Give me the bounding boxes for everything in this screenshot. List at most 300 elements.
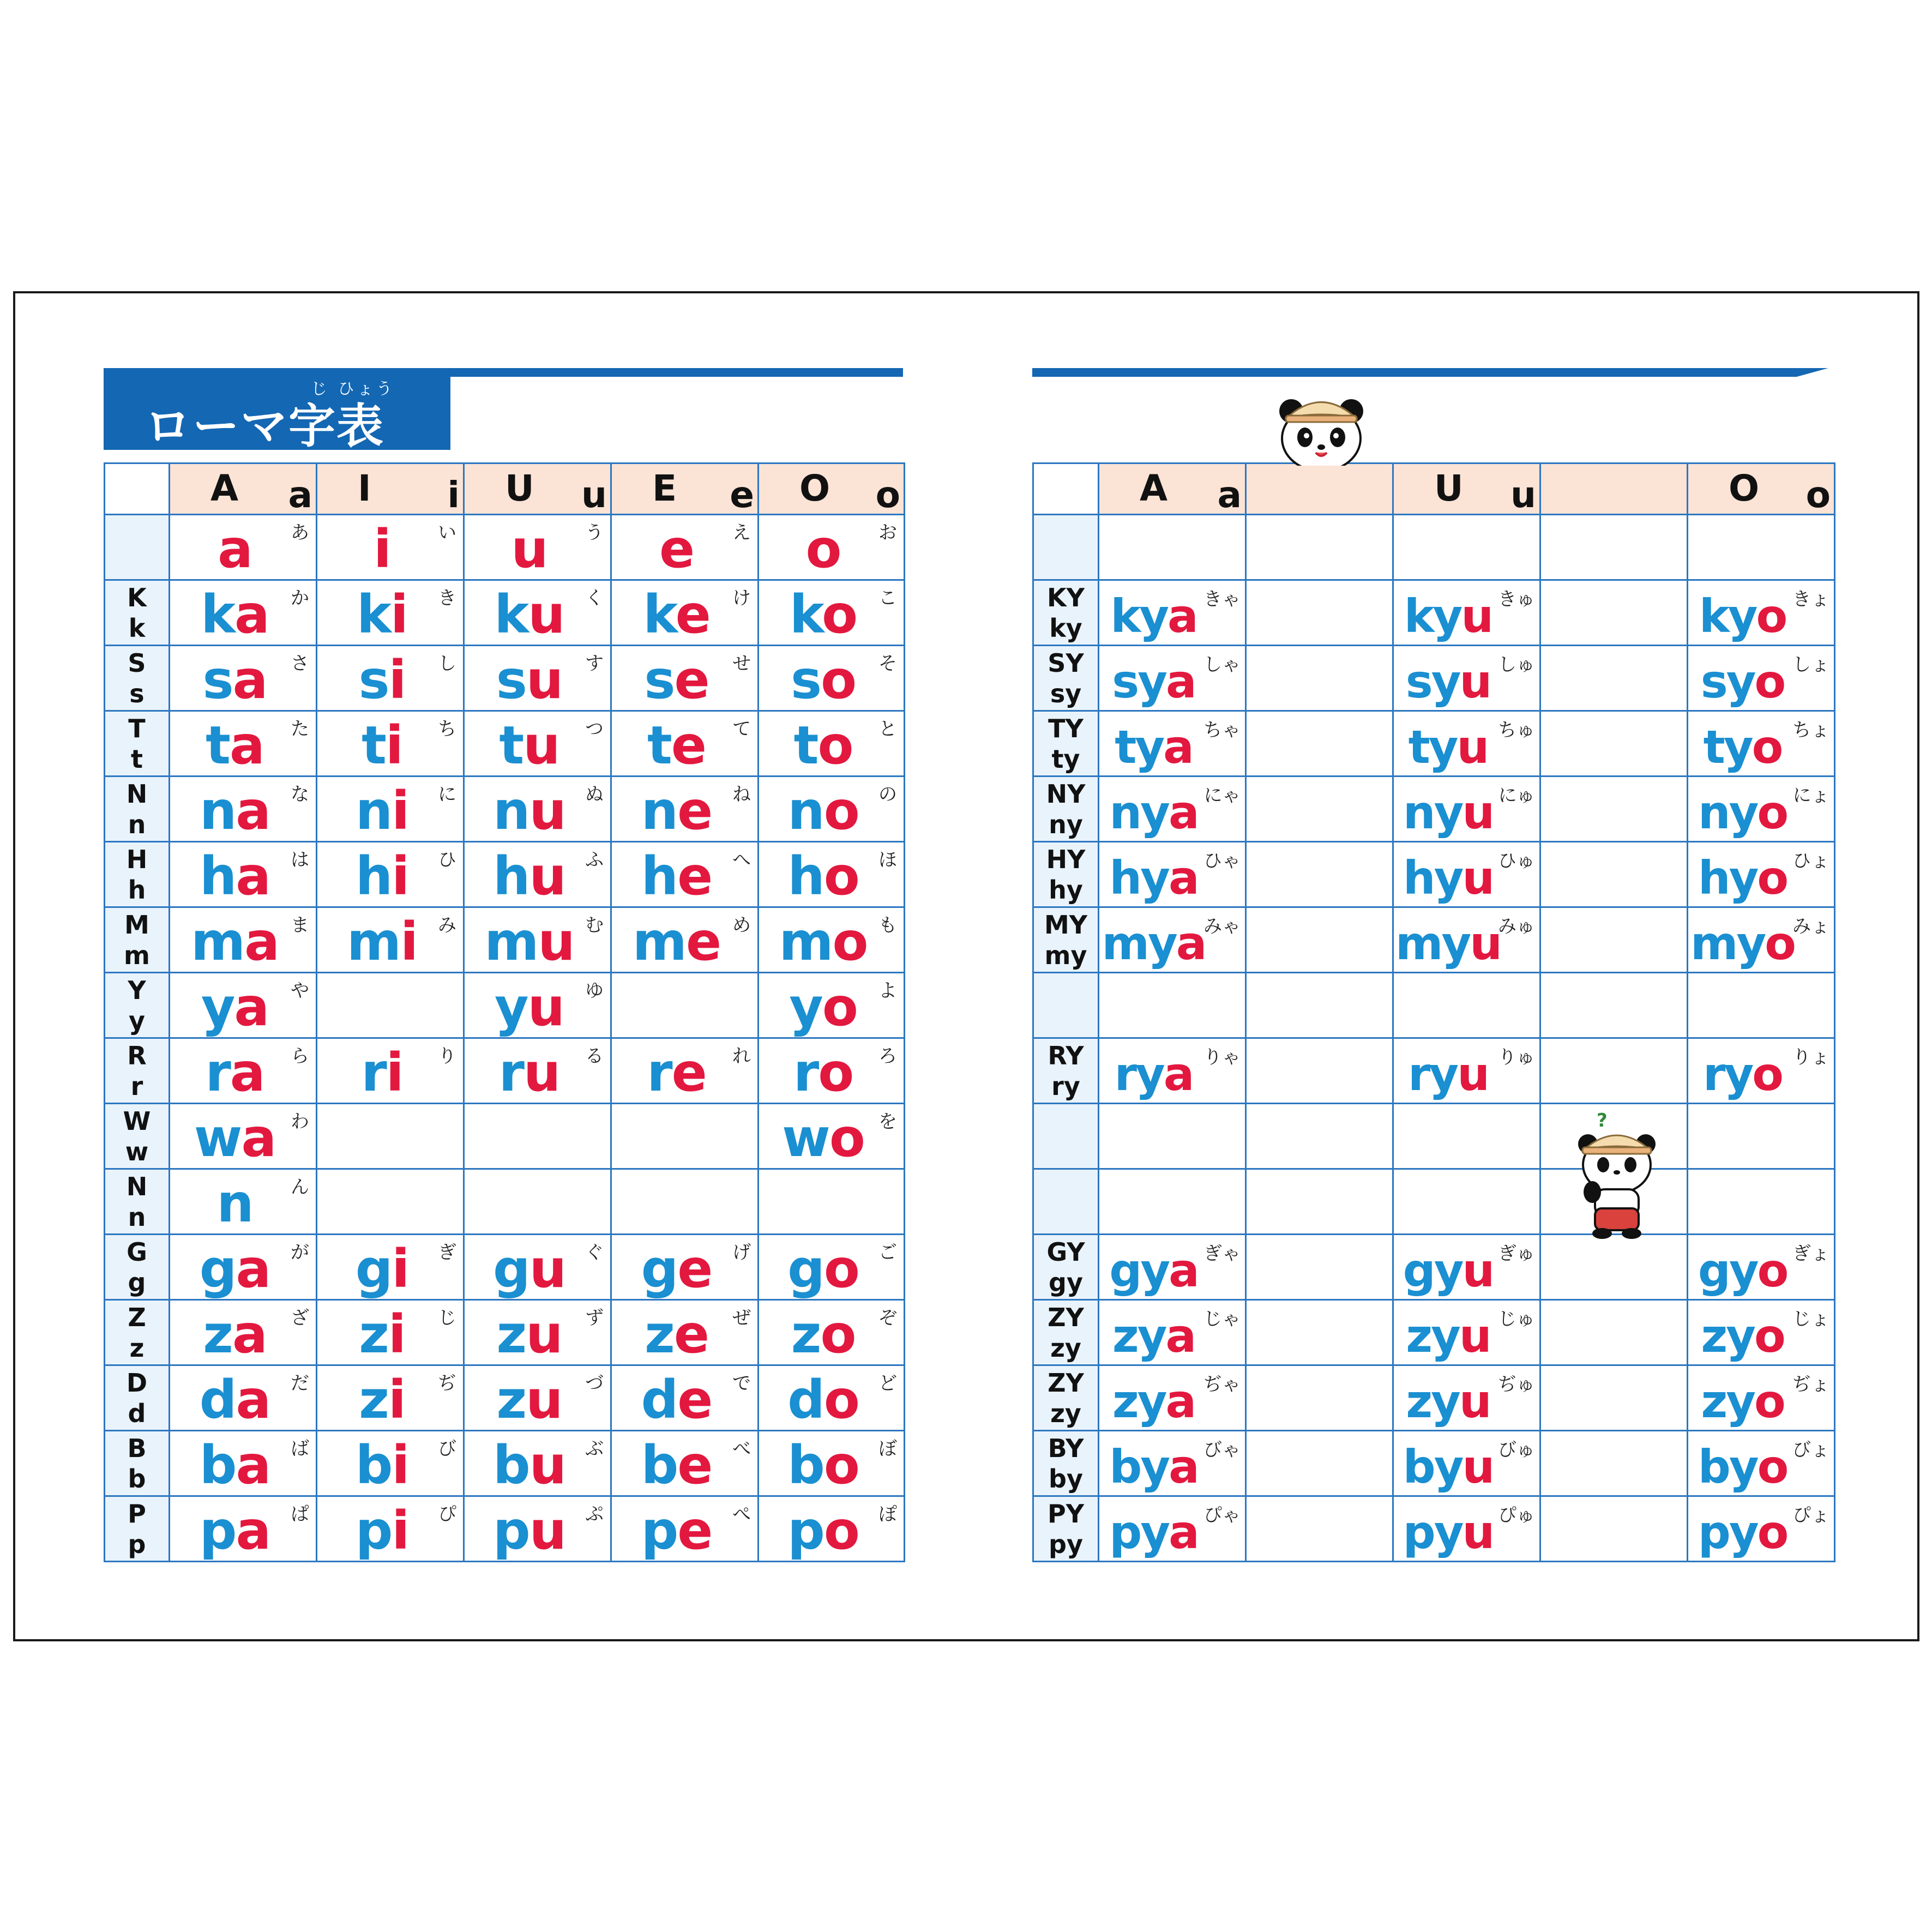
left-cell: [611, 842, 759, 907]
right-cell: [1393, 1431, 1540, 1496]
header-lower: a: [288, 474, 312, 516]
kana-label: ざ: [291, 1307, 309, 1329]
romaji-vowel: e: [674, 649, 709, 711]
cell-wrap: [1394, 1040, 1539, 1102]
right-cell: [1540, 1235, 1688, 1300]
romaji-consonant: ry: [1408, 1047, 1458, 1101]
cell-wrap: [170, 844, 316, 906]
right-cell: [1688, 842, 1835, 907]
right-row: [1033, 1431, 1835, 1496]
romaji-consonant: k: [643, 583, 676, 645]
romaji-syllable: [317, 1042, 447, 1103]
cell-wrap: [1394, 1433, 1539, 1495]
romaji-syllable: [170, 780, 299, 841]
romaji-syllable: [465, 976, 594, 1038]
left-cell: [170, 1300, 317, 1365]
left-cell: [611, 1235, 759, 1300]
romaji-syllable: [1394, 785, 1502, 839]
romaji-vowel: o: [1752, 1047, 1782, 1101]
romaji-syllable: [759, 1238, 887, 1299]
right-row: [1033, 1300, 1835, 1365]
romaji-consonant: m: [347, 911, 401, 972]
romaji-consonant: n: [199, 780, 236, 841]
row-label-upper: Y: [128, 975, 146, 1005]
romaji-syllable: [1099, 851, 1208, 905]
right-cell: [1246, 515, 1393, 580]
left-row-label: [105, 515, 170, 580]
right-cell: [1099, 1169, 1246, 1235]
romaji-vowel: a: [1176, 916, 1206, 970]
right-row: [1033, 907, 1835, 973]
cell-wrap: [1247, 516, 1392, 579]
left-cell: [170, 842, 317, 907]
cell-wrap: [759, 1105, 904, 1167]
romaji-syllable: [1099, 1374, 1208, 1428]
cell-wrap: [465, 1040, 610, 1102]
cell-wrap: [612, 1367, 757, 1429]
cell-wrap: [465, 1171, 610, 1233]
row-label-text: [105, 975, 168, 1036]
right-cell: [1246, 580, 1393, 646]
kana-label: そ: [878, 652, 897, 675]
romaji-syllable: [759, 976, 887, 1038]
header-upper: E: [652, 467, 677, 509]
cell-wrap: [465, 909, 610, 971]
cell-wrap: [170, 974, 316, 1037]
left-row: [105, 1104, 905, 1169]
row-label-upper: G: [127, 1237, 147, 1267]
right-row: [1033, 1496, 1835, 1562]
romaji-vowel: a: [236, 845, 270, 907]
left-row: [105, 1431, 905, 1496]
kana-label: き: [438, 587, 456, 609]
row-label-upper: KY: [1047, 582, 1085, 612]
romaji-syllable: [465, 1303, 594, 1365]
romaji-syllable: [759, 649, 887, 711]
romaji-syllable: [612, 518, 741, 580]
romaji-consonant: g: [787, 1238, 824, 1299]
romaji-consonant: py: [1109, 1505, 1169, 1559]
right-row-label: [1033, 711, 1099, 777]
left-cell: [759, 907, 905, 973]
romaji-syllable: [1099, 1440, 1208, 1494]
cell-wrap: [1394, 647, 1539, 709]
cell-wrap: [317, 582, 463, 644]
left-cell: [464, 1235, 611, 1300]
header-upper: O: [799, 467, 830, 509]
cell-wrap: [1541, 1302, 1687, 1364]
romaji-syllable: [170, 1042, 299, 1103]
cell-wrap: [317, 1105, 463, 1167]
kana-label: ぢょ: [1792, 1373, 1829, 1395]
kana-label: ろ: [878, 1045, 897, 1067]
right-cell: [1540, 777, 1688, 842]
cell-wrap: [1688, 1302, 1834, 1364]
cell-wrap: [317, 647, 463, 709]
romaji-consonant: zy: [1112, 1374, 1166, 1428]
cell-wrap: [1688, 713, 1834, 775]
kana-label: う: [585, 521, 604, 544]
kana-label: こ: [878, 587, 897, 609]
romaji-vowel: o: [823, 780, 859, 841]
right-cell: [1099, 1431, 1246, 1496]
romaji-syllable: [1688, 851, 1797, 905]
romaji-vowel: u: [529, 1434, 566, 1496]
romaji-syllable: [317, 1238, 447, 1299]
right-cell: [1393, 515, 1540, 580]
romaji-consonant: my: [1102, 916, 1176, 970]
right-row-label: [1033, 515, 1099, 580]
romaji-syllable: [1688, 1047, 1797, 1101]
row-label-lower: d: [128, 1398, 146, 1428]
romaji-consonant: zy: [1701, 1374, 1754, 1428]
kana-label: しょ: [1792, 653, 1829, 676]
romaji-consonant: ny: [1403, 785, 1462, 839]
left-cell: [170, 1104, 317, 1169]
romaji-consonant: my: [1395, 916, 1470, 970]
romaji-vowel: a: [1167, 589, 1197, 643]
romaji-vowel: a: [241, 1107, 276, 1169]
cell-wrap: [1247, 1433, 1392, 1495]
right-cell: [1099, 1300, 1246, 1365]
romaji-consonant: n: [493, 780, 529, 841]
cell-wrap: [1541, 909, 1687, 971]
left-cell: [317, 1300, 464, 1365]
kana-label: きょ: [1792, 588, 1829, 610]
page-title: ローマ字表: [145, 399, 384, 454]
kana-label: ぽ: [878, 1503, 897, 1525]
romaji-syllable: [170, 1500, 299, 1561]
left-cell: [170, 515, 317, 580]
romaji-consonant: z: [359, 1303, 388, 1365]
romaji-consonant: g: [492, 1238, 529, 1299]
romaji-syllable: [170, 911, 299, 972]
romaji-syllable: [759, 714, 887, 776]
cell-wrap: [170, 582, 316, 644]
cell-wrap: [1247, 582, 1392, 644]
left-row: [105, 1038, 905, 1104]
romaji-vowel: e: [659, 518, 694, 580]
romaji-vowel: u: [511, 518, 547, 580]
right-cell: [1540, 1300, 1688, 1365]
romaji-syllable: [465, 583, 594, 645]
romaji-consonant: p: [641, 1500, 678, 1561]
row-label-upper: M: [124, 910, 149, 940]
romaji-consonant: y: [495, 976, 528, 1038]
romaji-consonant: n: [641, 780, 678, 841]
romaji-vowel: o: [1754, 654, 1785, 708]
cell-wrap: [1099, 1105, 1245, 1167]
cell-wrap: [1099, 1433, 1245, 1495]
cell-wrap: [612, 974, 757, 1037]
romaji-vowel: u: [1456, 720, 1488, 774]
cell-wrap: [1247, 1040, 1392, 1102]
row-label-lower: b: [128, 1464, 146, 1494]
right-cell: [1099, 646, 1246, 711]
romaji-syllable: [1688, 1374, 1797, 1428]
cell-wrap: [1541, 647, 1687, 709]
kana-label: ぎょ: [1792, 1242, 1829, 1265]
romaji-syllable: [759, 583, 887, 645]
cell-wrap: [1247, 1498, 1392, 1560]
row-label-upper: H: [126, 844, 148, 874]
romaji-vowel: a: [230, 1042, 264, 1103]
cell-wrap: [759, 1498, 904, 1560]
left-cell: [611, 1365, 759, 1431]
cell-wrap: [1688, 1236, 1834, 1298]
romaji-syllable: [1099, 785, 1208, 839]
romaji-vowel: o: [818, 1042, 853, 1103]
romaji-consonant: ky: [1404, 589, 1461, 643]
right-cell: [1540, 973, 1688, 1038]
left-cell: [170, 1235, 317, 1300]
left-cell: [317, 907, 464, 973]
romaji-consonant: d: [199, 1369, 236, 1430]
right-cell: [1688, 1169, 1835, 1235]
romaji-consonant: k: [789, 583, 822, 645]
kana-label: みゅ: [1498, 915, 1535, 937]
left-header-cell: [759, 464, 905, 515]
cell-wrap: [759, 844, 904, 906]
romaji-vowel: a: [1165, 1309, 1195, 1363]
title-rule-left: [450, 368, 903, 377]
right-row-label: [1033, 1169, 1099, 1235]
right-cell: [1246, 646, 1393, 711]
header-upper: A: [1140, 467, 1168, 509]
romaji-consonant: ty: [1703, 720, 1752, 774]
kana-label: な: [291, 783, 309, 805]
romaji-syllable: [465, 518, 594, 580]
cell-wrap: [1541, 778, 1687, 840]
cell-wrap: [1541, 516, 1687, 579]
kana-label: きゅ: [1498, 588, 1535, 610]
left-cell: [464, 907, 611, 973]
left-row-label: [105, 646, 170, 711]
romaji-vowel: i: [388, 1369, 405, 1430]
kana-label: も: [878, 914, 897, 936]
left-cell: [464, 646, 611, 711]
right-cell: [1688, 1300, 1835, 1365]
cell-wrap: [170, 1302, 316, 1364]
right-cell: [1393, 842, 1540, 907]
romaji-consonant: p: [355, 1500, 392, 1561]
kana-label: ぷ: [585, 1503, 604, 1525]
left-row-label: [105, 1169, 170, 1235]
row-label-text: [105, 1040, 168, 1102]
row-label-upper: N: [126, 1171, 148, 1201]
header-upper: O: [1729, 467, 1760, 509]
header-upper: U: [1434, 467, 1464, 509]
cell-wrap: [612, 1498, 757, 1560]
row-label-lower: ty: [1051, 744, 1080, 774]
left-cell: [317, 973, 464, 1038]
romaji-vowel: u: [1459, 654, 1491, 708]
cell-wrap: [170, 1105, 316, 1167]
kana-label: み: [438, 914, 456, 936]
romaji-vowel: u: [1462, 1440, 1494, 1494]
romaji-consonant: r: [647, 1042, 672, 1103]
cell-wrap: [1099, 516, 1245, 579]
romaji-vowel: u: [529, 845, 565, 907]
romaji-vowel: u: [1462, 1243, 1494, 1297]
row-label-text: [1034, 1237, 1098, 1298]
row-label-upper: NY: [1046, 779, 1086, 809]
kana-label: つ: [585, 718, 604, 740]
right-cell: [1688, 1235, 1835, 1300]
cell-wrap: [1541, 844, 1687, 906]
romaji-consonant: hy: [1403, 851, 1462, 905]
romaji-syllable: [1394, 720, 1502, 774]
row-label-lower: py: [1049, 1529, 1083, 1559]
row-label-lower: g: [128, 1267, 146, 1297]
romaji-vowel: i: [400, 911, 417, 972]
cell-wrap: [465, 1236, 610, 1298]
romaji-consonant: n: [355, 780, 392, 841]
romaji-consonant: ky: [1110, 589, 1167, 643]
right-cell: [1688, 515, 1835, 580]
left-cell: [317, 1365, 464, 1431]
kana-label: ち: [438, 718, 456, 740]
left-cell: [317, 580, 464, 646]
left-header-cell: [317, 464, 464, 515]
cell-wrap: [1099, 582, 1245, 644]
romaji-vowel: u: [1457, 1047, 1488, 1101]
row-label-upper: GY: [1046, 1237, 1085, 1267]
romaji-vowel: o: [1757, 1440, 1787, 1494]
romaji-syllable: [465, 780, 594, 841]
cell-wrap: [612, 647, 757, 709]
cell-wrap: [317, 909, 463, 971]
kana-label: い: [438, 521, 456, 544]
left-cell: [611, 515, 759, 580]
romaji-vowel: a: [1166, 654, 1195, 708]
left-header-cell: [464, 464, 611, 515]
romaji-syllable: [170, 583, 299, 645]
row-label-lower: sy: [1050, 678, 1082, 708]
right-row-label: [1033, 1038, 1099, 1104]
romaji-syllable: [1394, 1440, 1502, 1494]
left-cell: [611, 1038, 759, 1104]
row-label-lower: n: [128, 809, 146, 839]
row-label-lower: m: [124, 940, 150, 970]
header-lower: o: [1805, 474, 1831, 516]
romaji-vowel: u: [1461, 589, 1492, 643]
romaji-vowel: o: [1757, 1243, 1787, 1297]
title-ruby: じ ひょう: [311, 380, 395, 399]
right-cell: [1099, 1496, 1246, 1562]
right-cell: [1099, 711, 1246, 777]
kana-label: に: [438, 783, 456, 805]
cell-wrap: [465, 1433, 610, 1495]
kana-label: ひ: [438, 848, 456, 871]
row-label-lower: k: [128, 613, 146, 643]
cell-wrap: [465, 1367, 610, 1429]
kana-label: て: [732, 718, 751, 740]
romaji-vowel: a: [1168, 851, 1198, 905]
left-row: [105, 842, 905, 907]
right-cell: [1099, 1038, 1246, 1104]
left-cell: [170, 1431, 317, 1496]
cell-wrap: [612, 1302, 757, 1364]
row-label-upper: W: [123, 1106, 151, 1136]
cell-wrap: [1247, 1302, 1392, 1364]
right-cell: [1688, 777, 1835, 842]
cell-wrap: [1247, 647, 1392, 709]
row-label-upper: B: [127, 1433, 147, 1463]
header-wrap: [759, 464, 904, 514]
row-label-lower: z: [129, 1333, 145, 1363]
row-label-text: [1034, 1498, 1098, 1560]
question-mark: ?: [1597, 1110, 1608, 1131]
kana-label: ひゅ: [1498, 850, 1535, 872]
right-cell: [1540, 842, 1688, 907]
row-label-lower: ky: [1049, 613, 1082, 643]
romaji-syllable: [1688, 720, 1797, 774]
row-label-lower: s: [129, 678, 145, 708]
romaji-vowel: a: [234, 976, 269, 1038]
right-header-cell: [1393, 464, 1540, 515]
right-row-label: [1033, 1235, 1099, 1300]
romaji-consonant: p: [787, 1500, 824, 1561]
row-label-upper: HY: [1046, 844, 1086, 874]
romaji-syllable: [759, 518, 887, 580]
left-corner-cell: [105, 464, 170, 515]
romaji-syllable: [612, 1042, 741, 1103]
romaji-syllable: [170, 518, 299, 580]
left-header-row: [105, 464, 905, 515]
cell-wrap: [1394, 516, 1539, 579]
header-lower: a: [1217, 474, 1242, 516]
cell-wrap: [1688, 582, 1834, 644]
left-cell: [759, 1235, 905, 1300]
kana-label: きゃ: [1203, 588, 1241, 610]
kana-label: れ: [732, 1045, 751, 1067]
row-label-text: [1034, 779, 1098, 840]
cell-wrap: [170, 713, 316, 775]
kana-label: わ: [291, 1110, 309, 1133]
right-cell: [1688, 1104, 1835, 1169]
romaji-table-basic: [104, 462, 905, 1562]
romaji-vowel: a: [236, 1369, 270, 1430]
romaji-vowel: a: [234, 583, 269, 645]
row-label-text: [105, 1171, 168, 1232]
left-cell: [317, 1104, 464, 1169]
romaji-consonant: py: [1698, 1505, 1758, 1559]
right-cell: [1688, 1365, 1835, 1431]
title-rule-right: [1032, 368, 1828, 377]
kana-label: びゃ: [1203, 1439, 1241, 1461]
right-cell: [1540, 646, 1688, 711]
left-cell: [611, 1169, 759, 1235]
romaji-consonant: zy: [1701, 1309, 1754, 1363]
romaji-vowel: a: [218, 518, 252, 580]
romaji-syllable: [759, 780, 887, 841]
row-label-text: [105, 1433, 168, 1494]
left-cell: [170, 973, 317, 1038]
cell-wrap: [759, 1040, 904, 1102]
cell-wrap: [1394, 1302, 1539, 1364]
right-row: [1033, 646, 1835, 711]
row-label-text: [105, 779, 168, 840]
left-cell: [759, 515, 905, 580]
kana-label: ぐ: [585, 1241, 604, 1263]
romaji-consonant: m: [632, 911, 686, 972]
romaji-vowel: o: [1754, 1374, 1784, 1428]
cell-wrap: [170, 516, 316, 579]
romaji-vowel: i: [385, 714, 402, 776]
romaji-syllable: [1099, 1047, 1208, 1101]
cell-wrap: [759, 1236, 904, 1298]
